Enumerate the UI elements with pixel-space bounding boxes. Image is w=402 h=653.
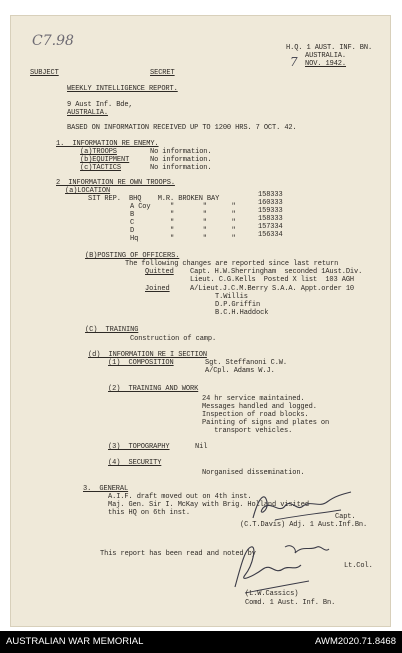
commander-title: Comd. 1 Aust. Inf. Bn. [245,599,336,607]
location-ditto: " " " [170,235,236,243]
training-work-line: Painting of signs and plates on [202,419,330,427]
topography-value: Nil [195,443,208,451]
based-on-line: BASED ON INFORMATION RECEIVED UP TO 1200 HRS. 7 OCT. 42. [67,124,297,132]
header-date: NOV. 1942. [305,60,347,68]
handwritten-reference: C7.98 [32,33,74,49]
joined-entry: A/Lieut.J.C.M.Berry S.A.A. Appt.order 10 [190,285,355,293]
commander-rank: Lt.Col. [344,562,373,570]
quitted-entry: Capt. H.W.Sherringham seconded 1Aust.Div. [190,268,363,276]
section-3-title: 3. GENERAL [83,485,129,493]
joined-label: Joined [145,285,170,293]
i-section-title: (d) INFORMATION RE I SECTION [88,351,207,359]
composition-label: (1) COMPOSITION [108,359,174,367]
location-ref-bhq: 158333 [258,191,283,199]
joined-entry: B.C.H.Haddock [215,309,269,317]
location-unit: C [130,219,135,227]
composition-entry: A/Cpl. Adams W.J. [205,367,275,375]
location-ditto: " " " [170,211,236,219]
posting-intro: The following changes are reported since last return [125,260,339,268]
location-unit: A Coy [130,203,151,211]
location-ref: 156334 [258,231,283,239]
enemy-troops-label: (a)TROOPS [80,148,117,156]
general-line: Maj. Gen. Sir I. McKay with Brig. Holland visited [108,501,309,509]
read-noted-line: This report has been read and noted by [100,550,256,558]
document-page [10,15,391,627]
location-title: (a)LOCATION [65,187,111,195]
training-text: Construction of camp. [130,335,217,343]
report-title: WEEKLY INTELLIGENCE REPORT. [67,85,178,93]
enemy-tactics-label: (c)TACTICS [80,164,122,172]
training-title: (C) TRAINING [85,326,139,334]
general-line: A.I.F. draft moved out on 4th inst. [108,493,252,501]
enemy-equipment-label: (b)EQUIPMENT [80,156,130,164]
location-unit: D [130,227,135,235]
joined-entry: D.P.Griffin [215,301,261,309]
location-ditto: " " " [170,203,236,211]
signature-name: (C.T.Davis) Adj. 1 Aust.Inf.Bn. [240,521,368,529]
section-2-title: 2 INFORMATION RE OWN TROOPS. [56,179,175,187]
location-ditto: " " " [170,227,236,235]
addressee-line2: AUSTRALIA. [67,109,109,117]
location-unit: B [130,211,135,219]
location-ref: 157334 [258,223,283,231]
quitted-entry: Lieut. C.G.Kells Posted X list 103 AGH [190,276,355,284]
training-work-label: (2) TRAINING AND WORK [108,385,199,393]
location-unit: Hq [130,235,139,243]
composition-entry: Sgt. Steffanoni C.W. [205,359,288,367]
enemy-equipment-value: No information. [150,156,212,164]
security-label: (4) SECURITY [108,459,162,467]
location-ref: 160333 [258,199,283,207]
joined-entry: T.Willis [215,293,248,301]
training-work-line: 24 hr service maintained. [202,395,305,403]
header-hq: H.Q. 1 AUST. INF. BN. [286,44,373,52]
general-line: this HQ on 6th inst. [108,509,191,517]
location-ditto: " " " [170,219,236,227]
training-work-line: Messages handled and logged. [202,403,317,411]
secret-label: SECRET [150,69,175,77]
commander-name: (L.W.Cassics) [245,590,299,598]
footer-source: AUSTRALIAN WAR MEMORIAL [6,636,144,647]
location-header: SIT REP. BHQ M.R. BROKEN BAY [88,195,220,203]
addressee-line1: 9 Aust Inf. Bde, [67,101,133,109]
handwritten-day: 7 [290,55,298,69]
subject-label: SUBJECT [30,69,59,77]
section-1-title: 1. INFORMATION RE ENEMY. [56,140,159,148]
quitted-label: Quitted [145,268,174,276]
enemy-troops-value: No information. [150,148,212,156]
header-place: AUSTRALIA. [305,52,347,60]
footer-accession: AWM2020.71.8468 [315,636,396,647]
training-work-line: Inspection of road blocks. [202,411,309,419]
training-work-line: transport vehicles. [202,427,293,435]
posting-title: (B)POSTING OF OFFICERS. [85,252,180,260]
location-ref: 159333 [258,207,283,215]
topography-label: (3) TOPOGRAPHY [108,443,170,451]
enemy-tactics-value: No information. [150,164,212,172]
location-ref: 158333 [258,215,283,223]
security-value: Norganised dissemination. [202,469,305,477]
footer-bar [0,631,402,653]
signature-rank: Capt. [335,513,356,521]
commander-signature [225,535,335,595]
